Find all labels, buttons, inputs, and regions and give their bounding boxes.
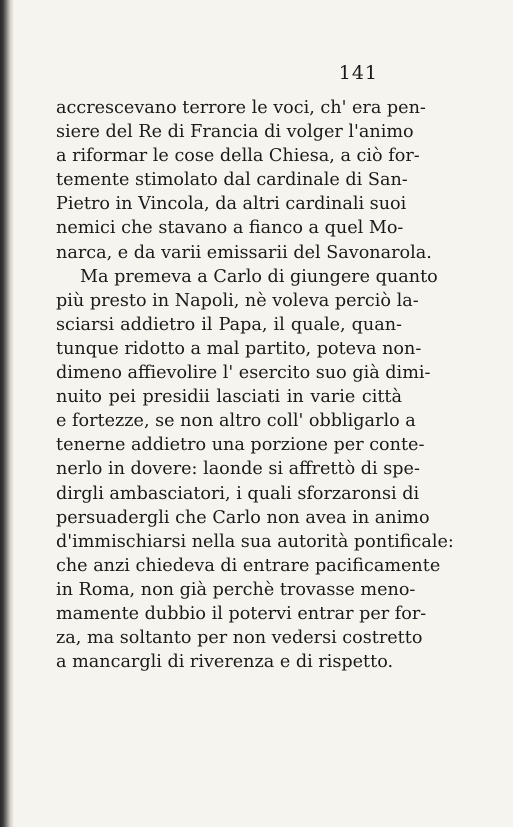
text-line: za, ma soltanto per non vedersi costretto [56,628,423,649]
text-line: tunque ridotto a mal partito, poteva non- [56,338,422,359]
binding-edge [0,0,14,827]
text-line: accrescevano terrore le voci, ch' era pen- [56,98,426,118]
text-line: nuito pei presidii lasciati in varie città [56,387,402,408]
page-number: 141 [338,62,378,84]
text-line: nerlo in dovere: laonde si affrettò di spe- [56,459,420,480]
text-line: narca, e da varii emissarii del Savonarola. [56,242,432,263]
text-line: siere del Re di Francia di volger l'animo [56,122,414,143]
text-line: che anzi chiedeva di entrare pacificamente [56,555,441,576]
text-line: dirgli ambasciatori, i quali sforzaronsi di [56,483,420,504]
text-line: mamente dubbio il potervi entrar per for- [56,603,427,624]
text-line: in Roma, non già perchè trovasse meno- [56,579,416,600]
text-line: e fortezze, se non altro coll' obbligarlo a [56,411,416,432]
text-line: tenerne addietro una porzione per conte- [56,435,425,456]
paragraph-start-line: Ma premeva a Carlo di giungere quanto [80,266,438,287]
text-line: a mancargli di riverenza e di rispetto. [56,652,394,673]
text-line: temente stimolato dal cardinale di San- [56,170,408,191]
text-line: nemici che stavano a fianco a quel Mo- [56,218,404,239]
text-line: più presto in Napoli, nè voleva perciò la- [56,290,419,311]
text-line: Pietro in Vincola, da altri cardinali suoi [56,194,407,215]
text-line: a riformar le cose della Chiesa, a ciò for- [56,146,420,167]
body-text [56,96,454,674]
text-line: sciarsi addietro il Papa, il quale, quan- [56,314,402,335]
text-line: d'immischiarsi nella sua autorità pontificale: [56,531,454,552]
text-line: persuadergli che Carlo non avea in animo [56,507,430,528]
text-line: dimeno affievolire l' esercito suo già dimi- [56,363,431,384]
